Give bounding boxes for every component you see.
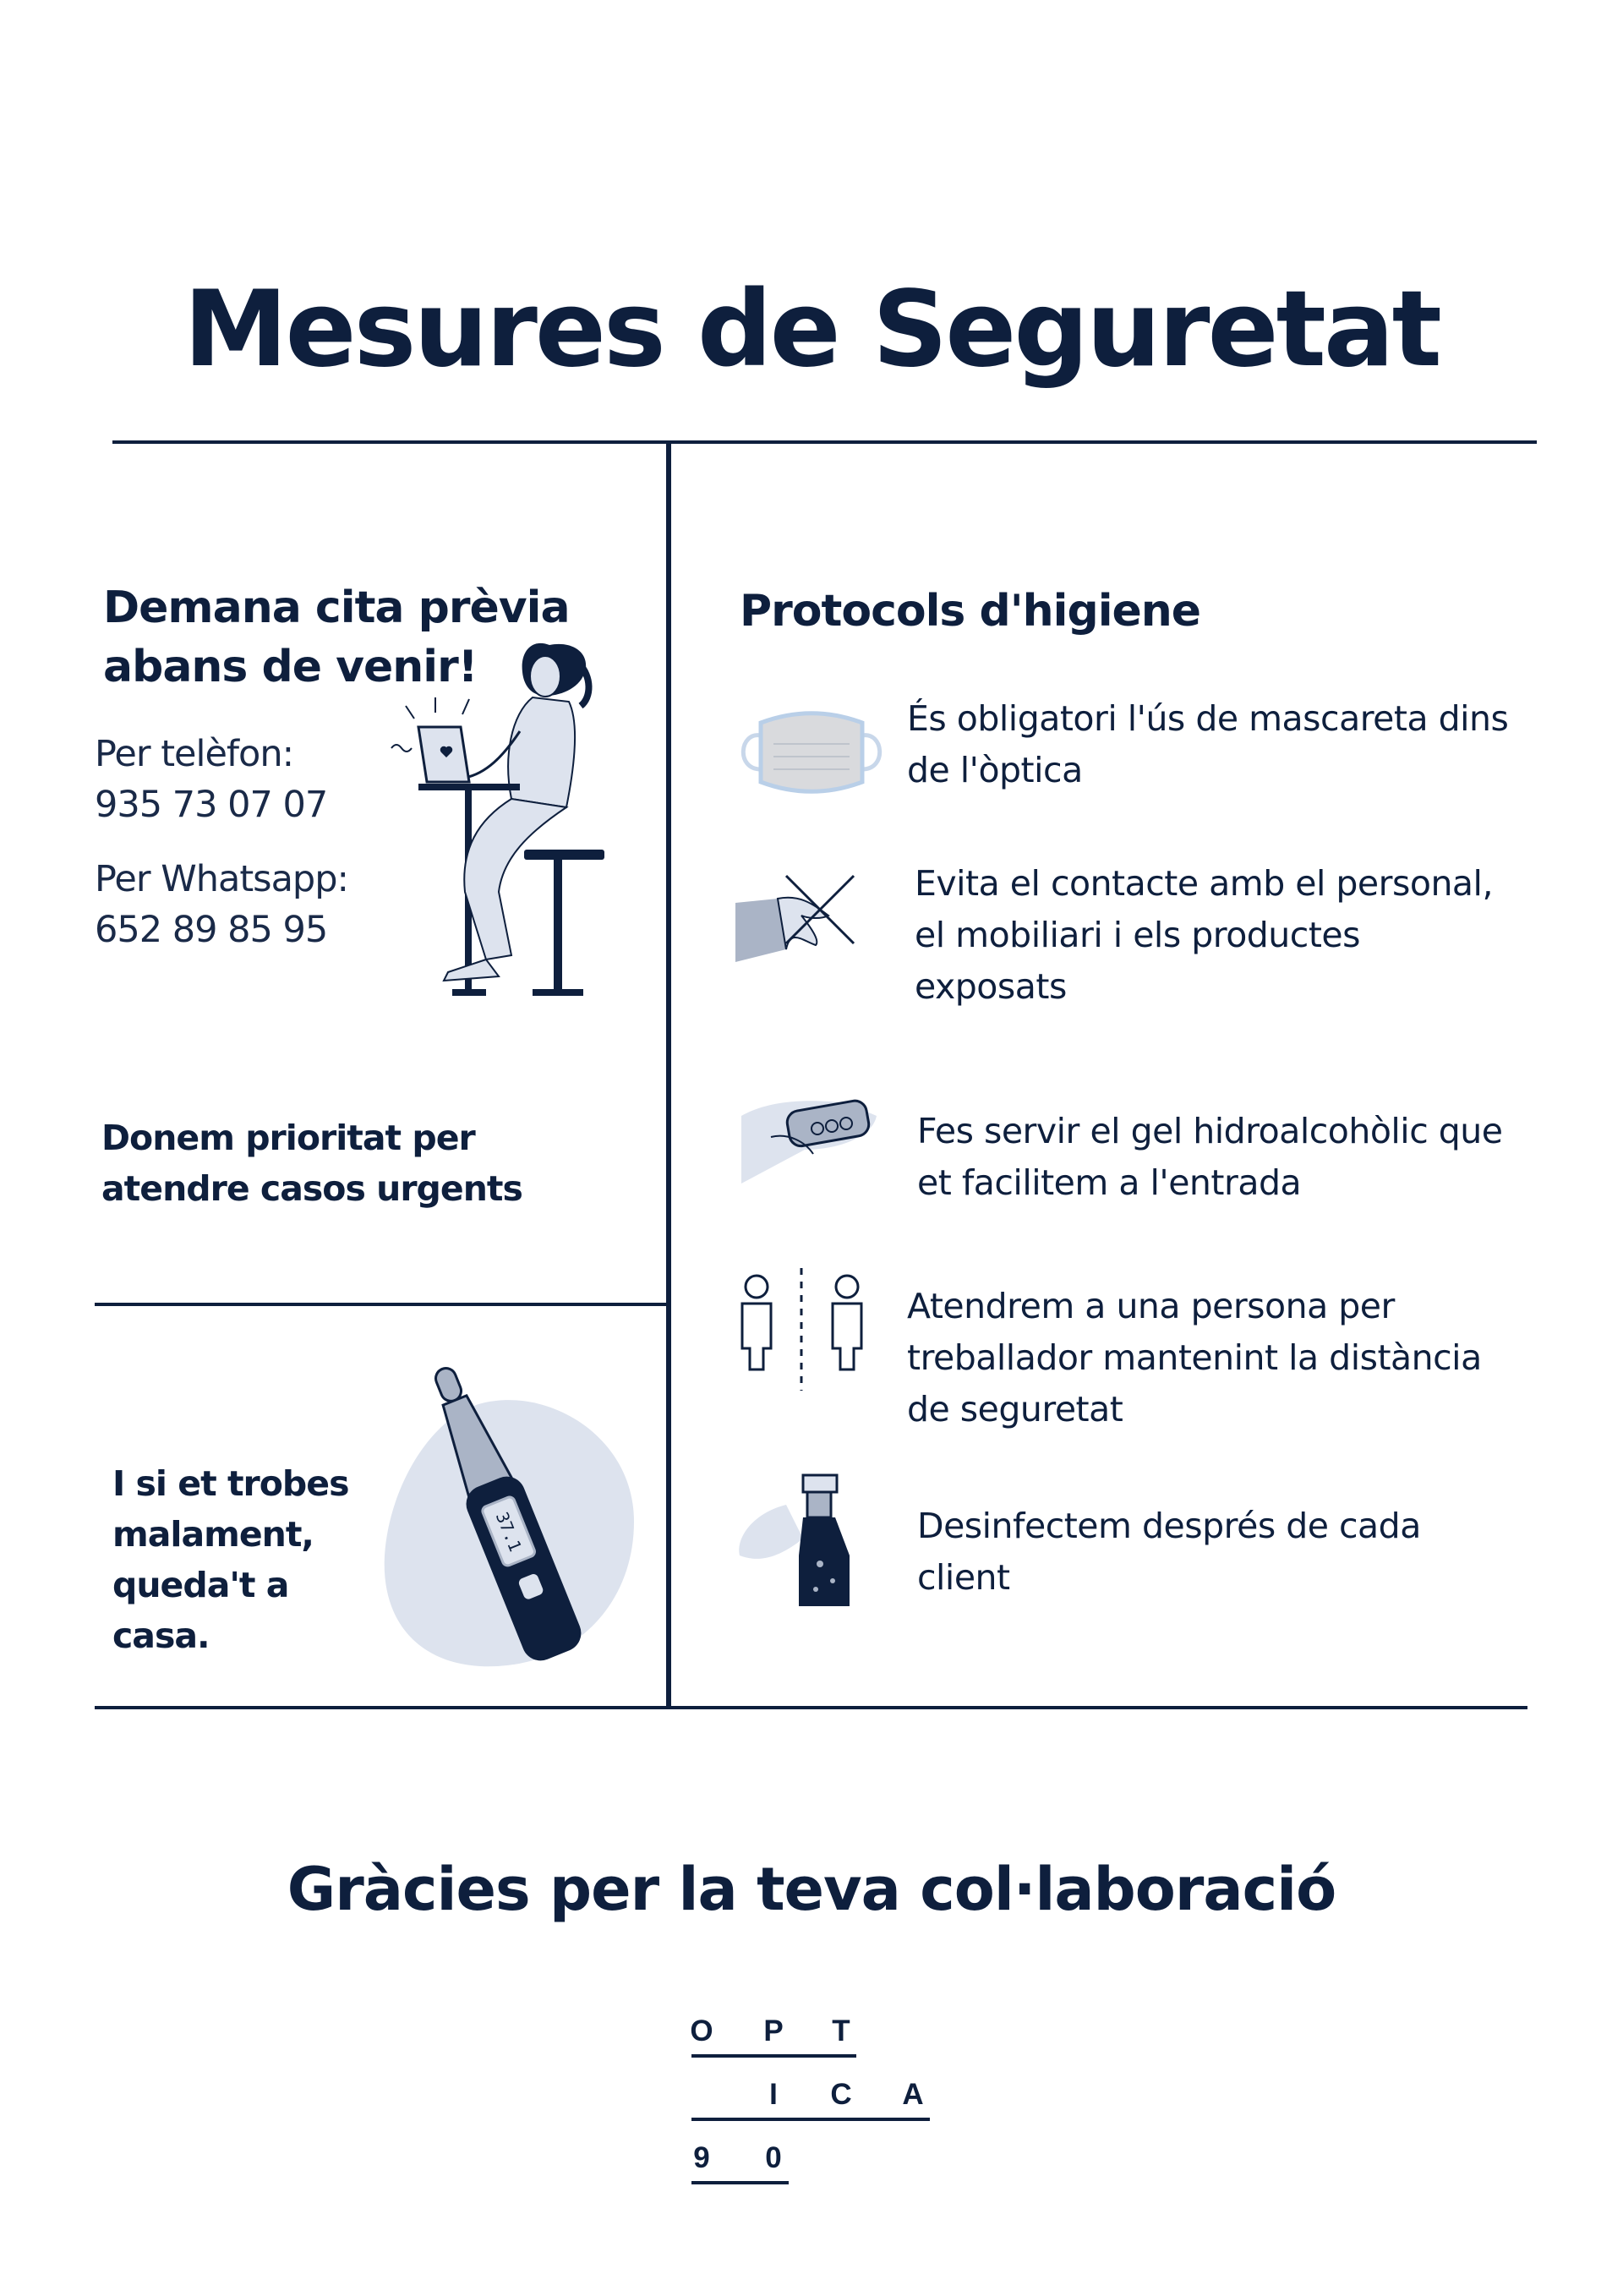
stay-home-line3: queda't a	[112, 1565, 289, 1605]
appointment-heading-line2: abans de venir!	[103, 642, 478, 692]
page-title: Mesures de Seguretat	[183, 269, 1440, 391]
stay-home-line1: I si et trobes	[112, 1463, 349, 1504]
protocol-item-distance	[907, 1281, 1482, 1435]
protocol-item-mask	[907, 693, 1508, 796]
logo-letter: C	[830, 2078, 852, 2111]
optica90-logo	[676, 2008, 938, 2202]
stay-home-line4: casa.	[112, 1615, 210, 1656]
phone-number: 935 73 07 07	[95, 784, 328, 826]
protocol-item-disinfect-line2: client	[917, 1557, 1010, 1598]
protocol-item-no-touch	[915, 858, 1493, 1013]
center-divider	[666, 442, 671, 1708]
protocol-item-no-touch-line2: el mobiliari i els productes	[915, 915, 1360, 955]
social-distance-icon	[735, 1268, 871, 1391]
protocol-item-mask-line2: de l'òptica	[907, 750, 1083, 790]
logo-letter: P	[763, 2014, 784, 2047]
appointment-heading-line1: Demana cita prèvia	[103, 582, 570, 633]
protocol-item-mask-line1: És obligatori l'ús de mascareta dins	[907, 698, 1509, 739]
logo-line	[691, 2054, 856, 2058]
protocol-item-distance-line1: Atendrem a una persona per	[907, 1286, 1395, 1326]
stay-home-text	[112, 1458, 349, 1661]
priority-line1: Donem prioritat per	[101, 1118, 475, 1158]
bottom-divider	[95, 1706, 1527, 1709]
protocol-item-sanitizer-line2: et facilitem a l'entrada	[917, 1162, 1302, 1203]
logo-line	[691, 2181, 789, 2184]
thermometer-illustration	[380, 1353, 642, 1674]
protocol-item-distance-line2: treballador mantenint la distància	[907, 1337, 1482, 1378]
logo-letter: 0	[765, 2141, 782, 2174]
logo-letter: A	[902, 2078, 924, 2111]
whatsapp-contact	[95, 854, 348, 955]
whatsapp-label: Per Whatsapp:	[95, 858, 349, 900]
priority-text	[101, 1112, 522, 1214]
no-touch-icon	[735, 869, 862, 962]
face-mask-icon	[735, 710, 888, 795]
logo-letter: T	[832, 2014, 850, 2047]
protocol-item-disinfect	[917, 1501, 1421, 1604]
stay-home-line2: malament,	[112, 1514, 314, 1555]
phone-contact	[95, 729, 327, 830]
spray-bottle-icon	[735, 1471, 862, 1615]
phone-label: Per telèfon:	[95, 733, 294, 775]
left-divider	[95, 1303, 668, 1306]
logo-letter: I	[769, 2078, 778, 2111]
priority-line2: atendre casos urgents	[101, 1168, 522, 1209]
protocol-item-sanitizer-line1: Fes servir el gel hidroalcohòlic que	[917, 1111, 1503, 1151]
top-divider	[112, 440, 1537, 444]
thermometer-display: 37.1	[491, 1509, 527, 1555]
protocol-item-no-touch-line1: Evita el contacte amb el personal,	[915, 863, 1493, 904]
protocols-heading: Protocols d'higiene	[740, 586, 1201, 637]
woman-laptop-illustration	[385, 638, 630, 1010]
logo-line	[691, 2118, 930, 2121]
hand-sanitizer-icon	[737, 1091, 881, 1192]
protocol-item-disinfect-line1: Desinfectem després de cada	[917, 1506, 1421, 1546]
protocol-item-no-touch-line3: exposats	[915, 966, 1067, 1007]
thanks-message: Gràcies per la teva col·laboració	[287, 1855, 1336, 1924]
logo-letter: O	[690, 2014, 713, 2047]
logo-letter: 9	[693, 2141, 710, 2174]
protocol-item-distance-line3: de seguretat	[907, 1389, 1123, 1430]
whatsapp-number: 652 89 85 95	[95, 909, 328, 951]
protocol-item-sanitizer	[917, 1106, 1503, 1209]
